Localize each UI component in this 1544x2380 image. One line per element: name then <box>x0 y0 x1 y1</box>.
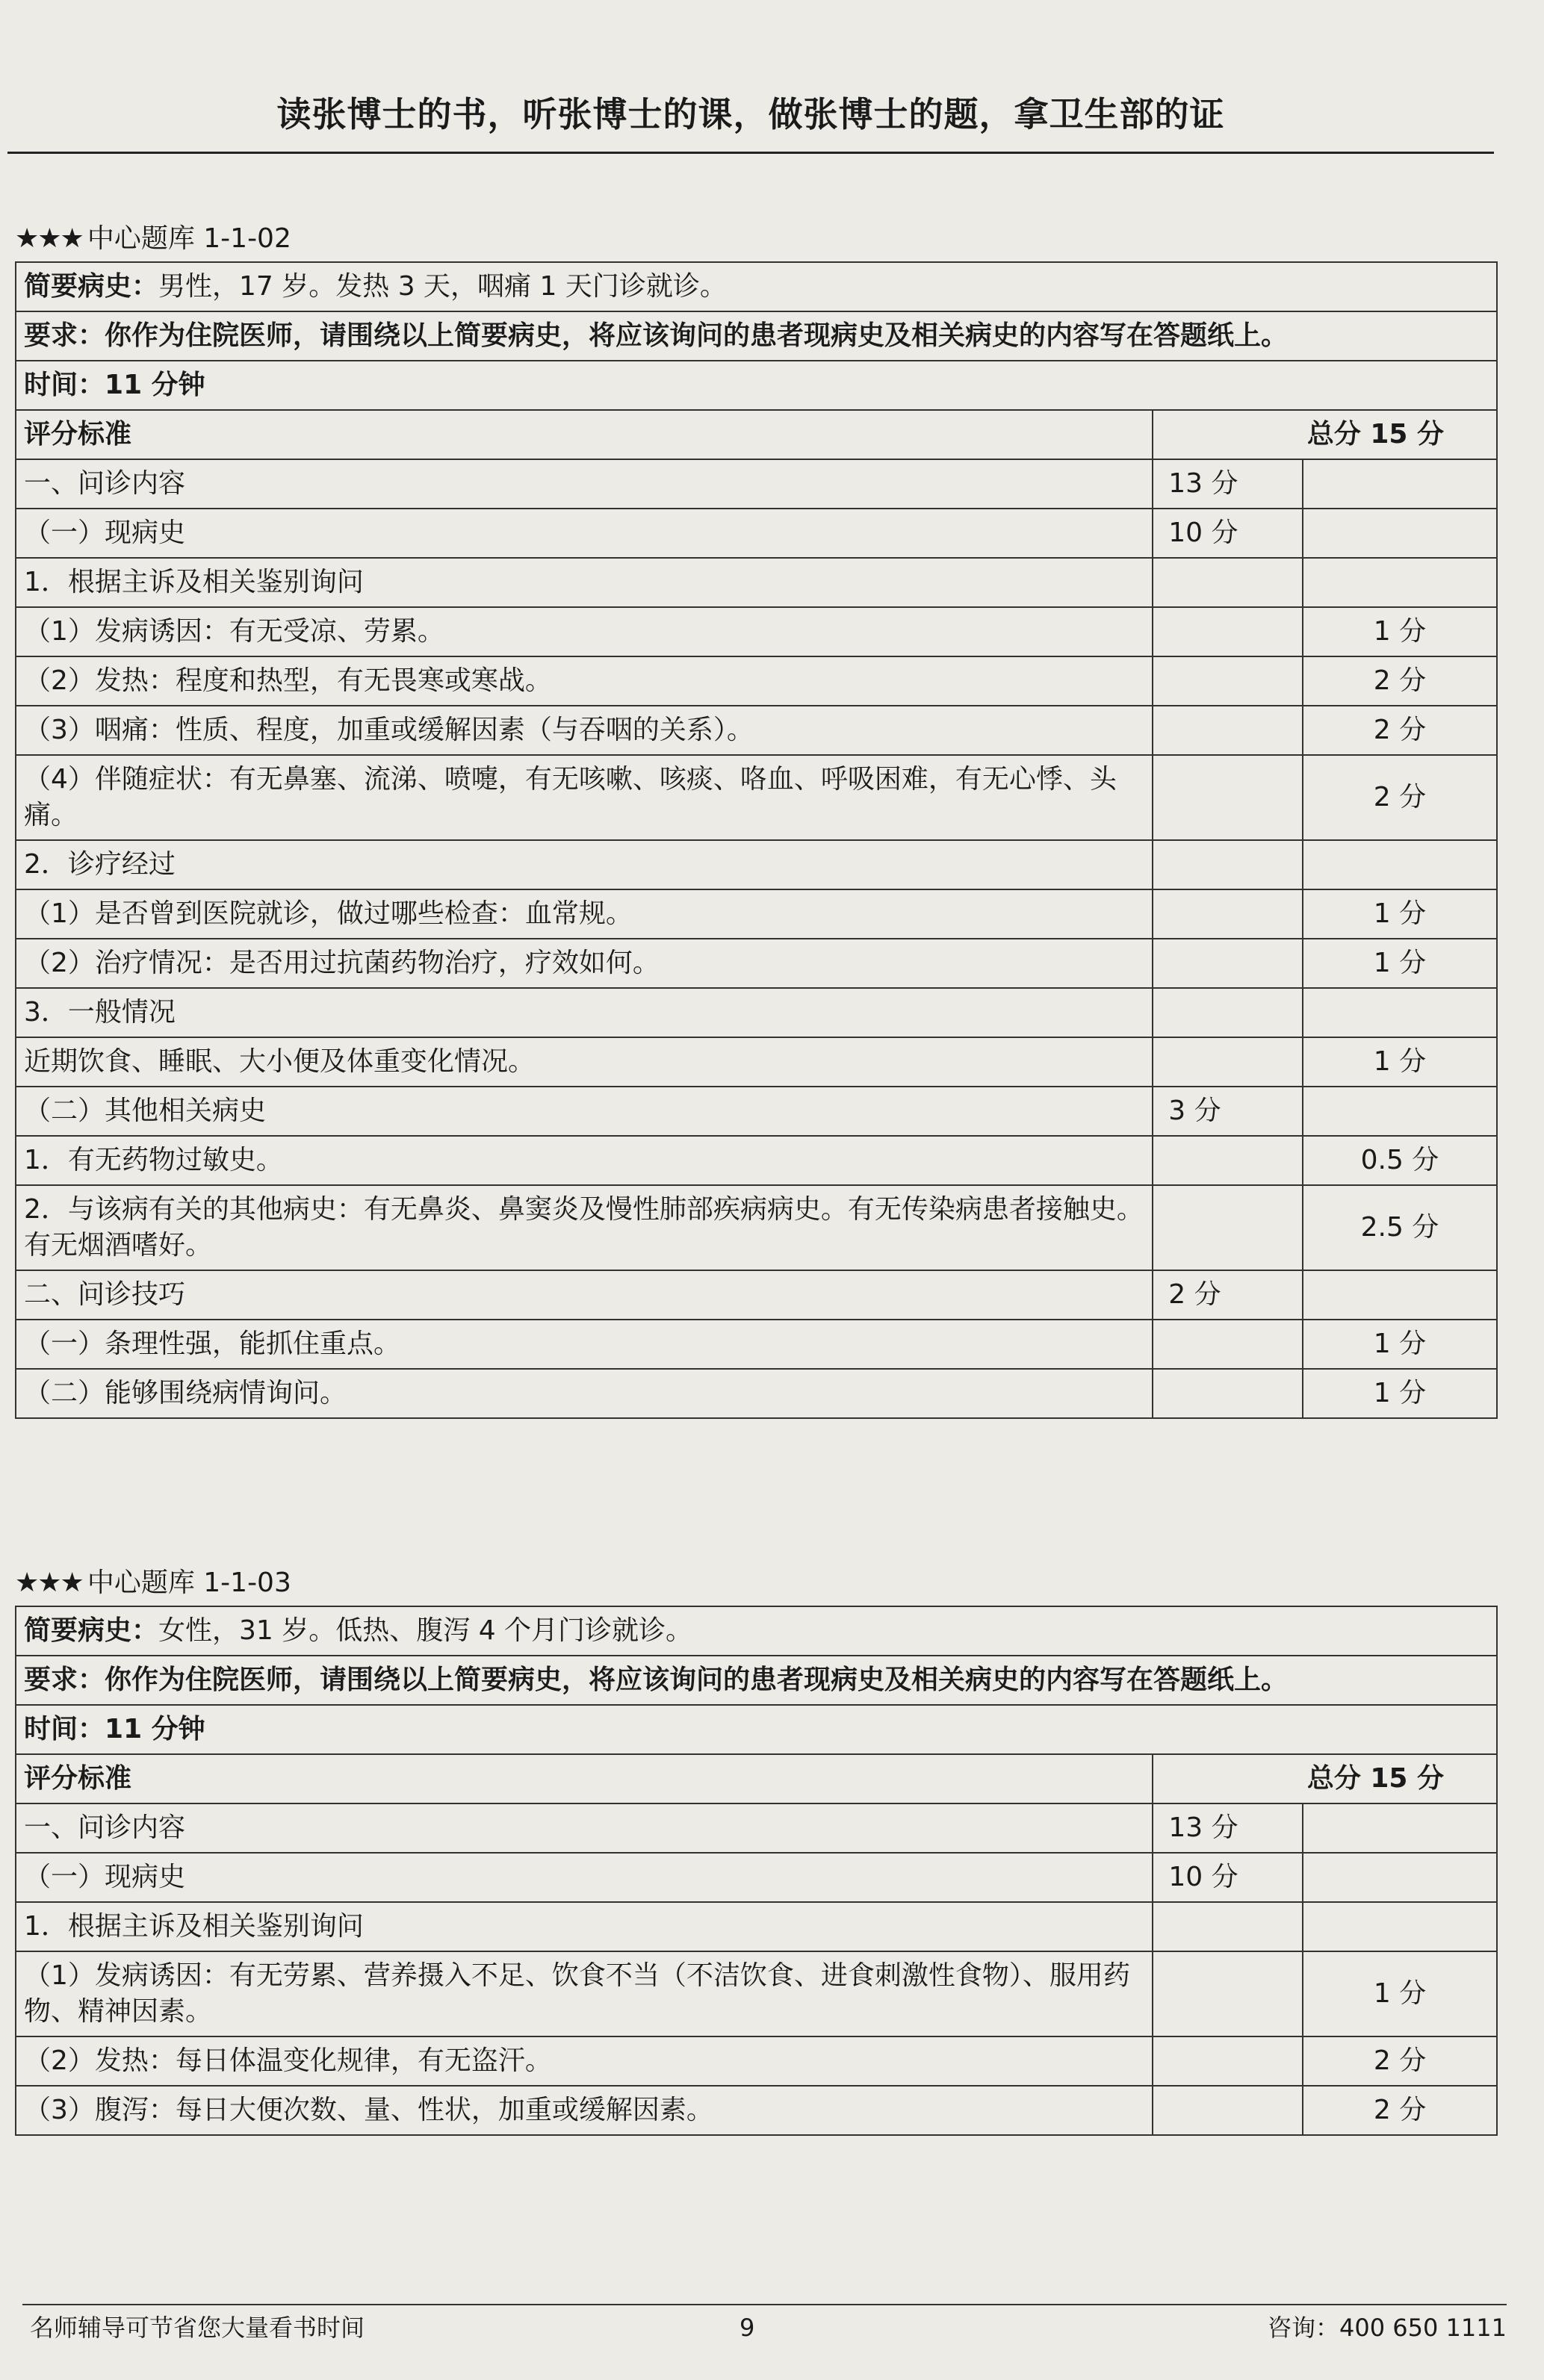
page-header <box>7 88 1494 154</box>
item-score <box>1303 988 1497 1037</box>
section-score <box>1153 2086 1303 2135</box>
section-score <box>1153 939 1303 988</box>
history-label: 简要病史： <box>24 271 159 302</box>
score-row <box>16 2086 1497 2135</box>
section-score: 3 分 <box>1153 1087 1303 1136</box>
item-score: 1 分 <box>1303 1951 1497 2036</box>
item-score: 2 分 <box>1303 2036 1497 2086</box>
question-1-1-02 <box>15 217 1498 1419</box>
item-score <box>1303 558 1497 607</box>
score-row <box>16 889 1497 939</box>
history-text: 男性，17 岁。发热 3 天，咽痛 1 天门诊就诊。 <box>158 271 727 302</box>
requirement-label: 要求： <box>24 320 105 351</box>
section-score: 13 分 <box>1153 1803 1303 1853</box>
criterion-text: 二、问诊技巧 <box>16 1270 1153 1320</box>
question-id: 中心题库 1-1-03 <box>87 1567 291 1598</box>
section-score <box>1153 1951 1303 2036</box>
section-score <box>1153 988 1303 1037</box>
criterion-text: （2）发热：程度和热型，有无畏寒或寒战。 <box>16 656 1153 706</box>
score-row <box>16 939 1497 988</box>
score-row <box>16 509 1497 558</box>
criterion-text: （2）治疗情况：是否用过抗菌药物治疗，疗效如何。 <box>16 939 1153 988</box>
item-score <box>1303 1902 1497 1951</box>
requirement-label: 要求： <box>24 1665 105 1695</box>
item-score: 1 分 <box>1303 1320 1497 1369</box>
criterion-text: （2）发热：每日体温变化规律，有无盗汗。 <box>16 2036 1153 2086</box>
score-row <box>16 840 1497 889</box>
time-label: 时间： <box>24 1714 105 1744</box>
section-score <box>1153 607 1303 656</box>
footer-contact: 咨询：400 650 1111 <box>1268 2314 1507 2342</box>
history-row <box>16 262 1497 311</box>
criterion-text: （二）能够围绕病情询问。 <box>16 1369 1153 1418</box>
section-score <box>1153 1136 1303 1185</box>
criterion-text: 一、问诊内容 <box>16 459 1153 509</box>
question-label <box>15 1561 1498 1606</box>
item-score: 2 分 <box>1303 706 1497 755</box>
star-rating-icon: ★★★ <box>15 223 83 254</box>
criterion-text: （1）是否曾到医院就诊，做过哪些检查：血常规。 <box>16 889 1153 939</box>
history-text: 女性，31 岁。低热、腹泻 4 个月门诊就诊。 <box>158 1615 693 1646</box>
standard-label: 评分标准 <box>16 1754 1153 1803</box>
section-score <box>1153 755 1303 840</box>
item-score: 1 分 <box>1303 889 1497 939</box>
score-row <box>16 755 1497 840</box>
total-score: 总分 15 分 <box>1153 1754 1497 1803</box>
page-title: 读张博士的书，听张博士的课，做张博士的题，拿卫生部的证 <box>276 94 1225 134</box>
criterion-text: （一）现病史 <box>16 509 1153 558</box>
score-row <box>16 1853 1497 1902</box>
section-score <box>1153 1369 1303 1418</box>
score-row <box>16 2036 1497 2086</box>
requirement-row <box>16 311 1497 361</box>
score-row <box>16 459 1497 509</box>
question-id: 中心题库 1-1-02 <box>87 223 291 254</box>
scoring-table <box>15 1606 1498 2136</box>
item-score <box>1303 509 1497 558</box>
history-label: 简要病史： <box>24 1615 159 1646</box>
item-score: 1 分 <box>1303 939 1497 988</box>
section-score <box>1153 656 1303 706</box>
standard-label: 评分标准 <box>16 410 1153 459</box>
score-row <box>16 1320 1497 1369</box>
item-score: 2 分 <box>1303 755 1497 840</box>
section-score <box>1153 889 1303 939</box>
requirement-text: 你作为住院医师，请围绕以上简要病史，将应该询问的患者现病史及相关病史的内容写在答题纸上。 <box>105 320 1289 351</box>
total-score: 总分 15 分 <box>1153 410 1497 459</box>
history-row <box>16 1606 1497 1656</box>
criterion-text: （3）腹泻：每日大便次数、量、性状，加重或缓解因素。 <box>16 2086 1153 2135</box>
requirement-row <box>16 1656 1497 1705</box>
item-score: 1 分 <box>1303 1369 1497 1418</box>
criterion-text: （二）其他相关病史 <box>16 1087 1153 1136</box>
item-score: 2 分 <box>1303 656 1497 706</box>
criterion-text: 1．根据主诉及相关鉴别询问 <box>16 1902 1153 1951</box>
footer-slogan: 名师辅导可节省您大量看书时间 <box>30 2314 365 2342</box>
score-row <box>16 988 1497 1037</box>
section-score <box>1153 840 1303 889</box>
criterion-text: 2．与该病有关的其他病史：有无鼻炎、鼻窦炎及慢性肺部疾病病史。有无传染病患者接触史。有无烟酒嗜好。 <box>16 1185 1153 1270</box>
criterion-text: （一）条理性强，能抓住重点。 <box>16 1320 1153 1369</box>
section-score <box>1153 1902 1303 1951</box>
requirement-text: 你作为住院医师，请围绕以上简要病史，将应该询问的患者现病史及相关病史的内容写在答题纸上。 <box>105 1665 1289 1695</box>
time-label: 时间： <box>24 370 105 400</box>
item-score: 1 分 <box>1303 607 1497 656</box>
score-row <box>16 1087 1497 1136</box>
question-label <box>15 217 1498 261</box>
standard-row <box>16 410 1497 459</box>
criterion-text: （4）伴随症状：有无鼻塞、流涕、喷嚏，有无咳嗽、咳痰、咯血、呼吸困难，有无心悸、头痛。 <box>16 755 1153 840</box>
item-score <box>1303 1087 1497 1136</box>
section-score: 2 分 <box>1153 1270 1303 1320</box>
criterion-text: 3．一般情况 <box>16 988 1153 1037</box>
standard-row <box>16 1754 1497 1803</box>
criterion-text: 1．根据主诉及相关鉴别询问 <box>16 558 1153 607</box>
section-score: 10 分 <box>1153 509 1303 558</box>
item-score <box>1303 1853 1497 1902</box>
item-score <box>1303 1803 1497 1853</box>
score-row <box>16 1902 1497 1951</box>
time-value: 11 分钟 <box>105 1714 205 1744</box>
time-row <box>16 1705 1497 1754</box>
section-score: 10 分 <box>1153 1853 1303 1902</box>
score-row <box>16 1951 1497 2036</box>
score-row <box>16 656 1497 706</box>
score-row <box>16 706 1497 755</box>
time-value: 11 分钟 <box>105 370 205 400</box>
criterion-text: 一、问诊内容 <box>16 1803 1153 1853</box>
section-score <box>1153 558 1303 607</box>
criterion-text: 1．有无药物过敏史。 <box>16 1136 1153 1185</box>
score-row <box>16 1037 1497 1087</box>
section-score <box>1153 1320 1303 1369</box>
criterion-text: 近期饮食、睡眠、大小便及体重变化情况。 <box>16 1037 1153 1087</box>
page-footer <box>22 2304 1507 2350</box>
criterion-text: （一）现病史 <box>16 1853 1153 1902</box>
criterion-text: （3）咽痛：性质、程度，加重或缓解因素（与吞咽的关系）。 <box>16 706 1153 755</box>
score-row <box>16 1136 1497 1185</box>
score-row <box>16 1803 1497 1853</box>
item-score <box>1303 840 1497 889</box>
criterion-text: 2．诊疗经过 <box>16 840 1153 889</box>
section-score: 13 分 <box>1153 459 1303 509</box>
time-row <box>16 361 1497 410</box>
item-score: 2.5 分 <box>1303 1185 1497 1270</box>
section-score <box>1153 2036 1303 2086</box>
score-row <box>16 558 1497 607</box>
score-row <box>16 1369 1497 1418</box>
criterion-text: （1）发病诱因：有无劳累、营养摄入不足、饮食不当（不洁饮食、进食刺激性食物）、服用药物、精神因素。 <box>16 1951 1153 2036</box>
score-row <box>16 1185 1497 1270</box>
section-score <box>1153 1037 1303 1087</box>
item-score <box>1303 1270 1497 1320</box>
section-score <box>1153 1185 1303 1270</box>
criterion-text: （1）发病诱因：有无受凉、劳累。 <box>16 607 1153 656</box>
item-score: 1 分 <box>1303 1037 1497 1087</box>
score-row <box>16 607 1497 656</box>
item-score: 2 分 <box>1303 2086 1497 2135</box>
score-row <box>16 1270 1497 1320</box>
scoring-table <box>15 261 1498 1419</box>
question-1-1-03 <box>15 1561 1498 2136</box>
section-score <box>1153 706 1303 755</box>
page-number: 9 <box>740 2314 755 2342</box>
item-score: 0.5 分 <box>1303 1136 1497 1185</box>
star-rating-icon: ★★★ <box>15 1567 83 1598</box>
item-score <box>1303 459 1497 509</box>
